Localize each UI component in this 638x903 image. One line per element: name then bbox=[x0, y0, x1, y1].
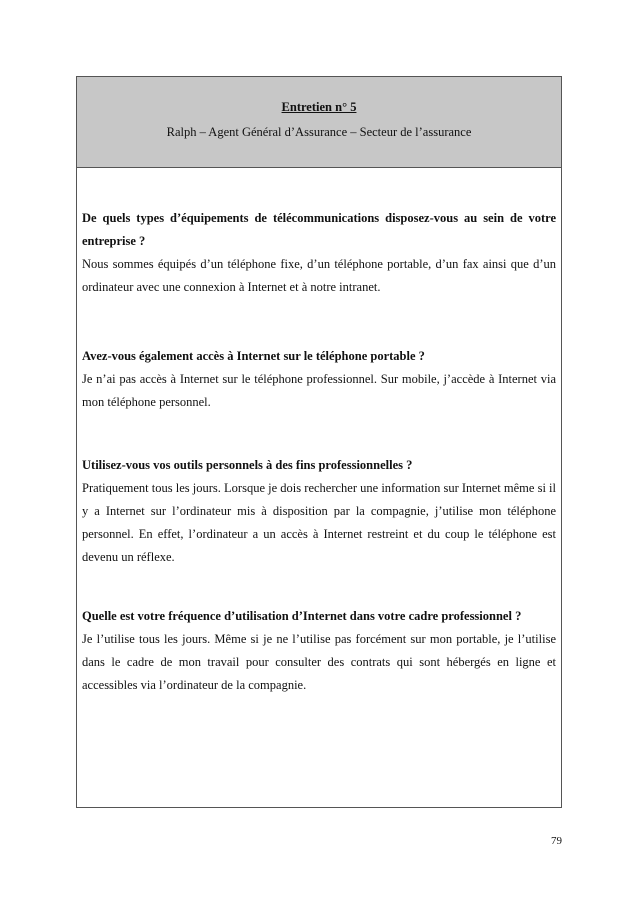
answer-3: Pratiquement tous les jours. Lorsque je dois rechercher une information sur Internet même si il y a Internet sur l’ordinateur mis à disposition par la compagnie, j’utilise mon téléphone personnel. En effet, l’ordinateur a un accès à Internet restreint et du coup le téléphone est devenu un réflexe. bbox=[82, 481, 556, 564]
qa-block-2 bbox=[82, 345, 556, 414]
interview-frame bbox=[76, 76, 562, 808]
question-3: Utilisez-vous vos outils personnels à des fins professionnelles ? bbox=[82, 458, 413, 472]
answer-1: Nous sommes équipés d’un téléphone fixe, d’un téléphone portable, d’un fax ainsi que d’un ordinateur avec une connexion à Internet et à notre intranet. bbox=[82, 257, 556, 294]
answer-2: Je n’ai pas accès à Internet sur le téléphone professionnel. Sur mobile, j’accède à Internet via mon téléphone personnel. bbox=[82, 372, 556, 409]
answer-4: Je l’utilise tous les jours. Même si je ne l’utilise pas forcément sur mon portable, je l’utilise dans le cadre de mon travail pour consulter des contrats qui sont hébergés en ligne et accessibles via l’ordinateur de la compagnie. bbox=[82, 632, 556, 692]
interview-header bbox=[77, 77, 561, 168]
interview-subtitle: Ralph – Agent Général d’Assurance – Secteur de l’assurance bbox=[166, 125, 472, 139]
qa-block-3 bbox=[82, 454, 556, 569]
question-2: Avez-vous également accès à Internet sur le téléphone portable ? bbox=[82, 349, 425, 363]
page-number: 79 bbox=[551, 835, 562, 847]
interview-title: Entretien n° 5 bbox=[281, 100, 357, 114]
qa-block-4 bbox=[82, 605, 556, 697]
qa-block-1 bbox=[82, 207, 556, 299]
question-1: De quels types d’équipements de télécommunications disposez-vous au sein de votre entreprise ? bbox=[82, 211, 556, 248]
question-4: Quelle est votre fréquence d’utilisation d’Internet dans votre cadre professionnel ? bbox=[82, 609, 522, 623]
